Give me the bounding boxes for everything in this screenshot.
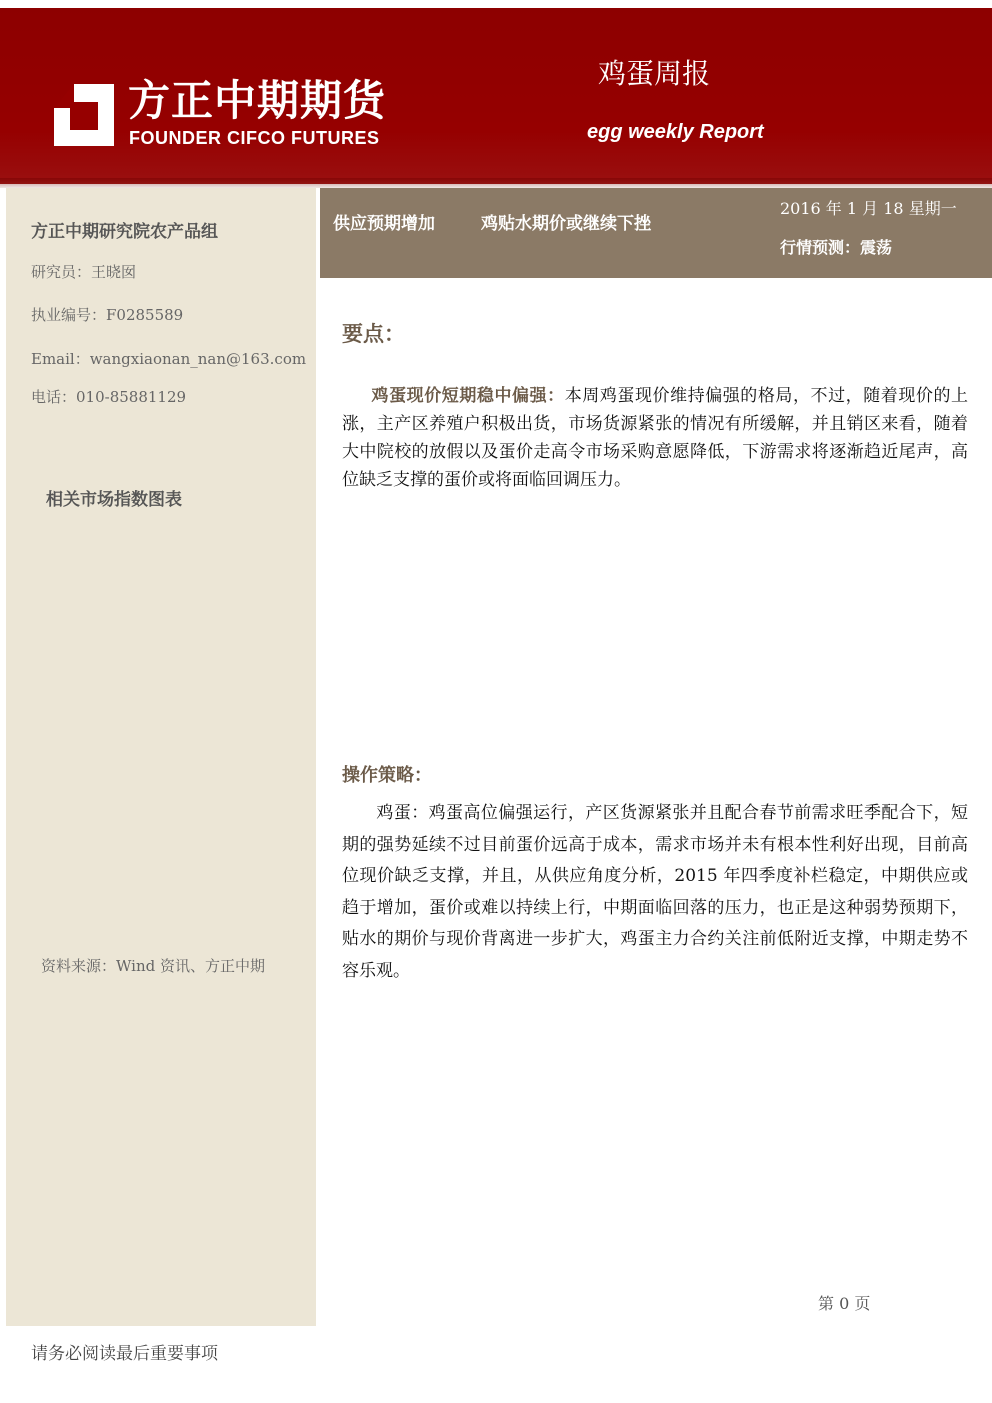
key-point-body: 本周鸡蛋现价维持偏强的格局，不过，随着现价的上涨，主产区养殖户积极出货，市场货源紧张的情况有所缓解，并且销区来看，随着大中院校的放假以及蛋价走高令市场采购意愿降低，下游需求将逐渐趋近尾声，高位缺乏支撑的蛋价或将面临回调压力。 <box>342 386 969 490</box>
chart-section-title: 相关市场指数图表 <box>46 490 182 510</box>
headline-secondary: 鸡贴水期价或继续下挫 <box>481 214 651 234</box>
report-date: 2016 年 1 月 18 星期一 <box>780 199 957 218</box>
headline-primary: 供应预期增加 <box>333 214 435 234</box>
researcher-name: 研究员：王晓囡 <box>31 263 137 281</box>
market-forecast: 行情预测：震荡 <box>780 238 893 257</box>
strategy-title: 操作策略： <box>342 765 432 786</box>
logo-chinese-name: 方正中期期货 <box>128 76 387 125</box>
data-source: 资料来源：Wind 资讯、方正中期 <box>41 957 265 975</box>
phone-number: 电话：010-85881129 <box>31 388 187 406</box>
key-point-paragraph <box>342 383 968 495</box>
report-subtitle: egg weekly Report <box>587 121 764 143</box>
key-point-lead: 鸡蛋现价短期稳中偏强： <box>371 386 565 406</box>
founder-logo-icon <box>54 84 114 146</box>
logo-english-name: FOUNDER CIFCO FUTURES <box>129 128 380 148</box>
header-shadow <box>0 178 992 188</box>
strategy-paragraph <box>342 798 968 988</box>
email-address[interactable]: Email：wangxiaonan_nan@163.com <box>31 350 307 368</box>
strategy-body: 鸡蛋：鸡蛋高位偏强运行，产区货源紧张并且配合春节前需求旺季配合下，短期的强势延续不过目前蛋价远高于成本，需求市场并未有根本性利好出现，目前高位现价缺乏支撑，并且，从供应角度分析，2015 年四季度补栏稳定，中期供应或趋于增加，蛋价或难以持续上行，中期面临回落的压力，也正是这种弱势预期下，贴水的期价与现价背离进一步扩大，鸡蛋主力合约关注前低附近支撑，中期走势不容乐观。 <box>342 803 968 982</box>
license-number: 执业编号：F0285589 <box>31 306 184 324</box>
disclaimer-note: 请务必阅读最后重要事项 <box>31 1344 218 1364</box>
report-title: 鸡蛋周报 <box>598 57 711 90</box>
key-points-title: 要点： <box>342 321 405 346</box>
page-number: 第 0 页 <box>818 1294 871 1313</box>
research-group: 方正中期研究院农产品组 <box>31 222 218 242</box>
